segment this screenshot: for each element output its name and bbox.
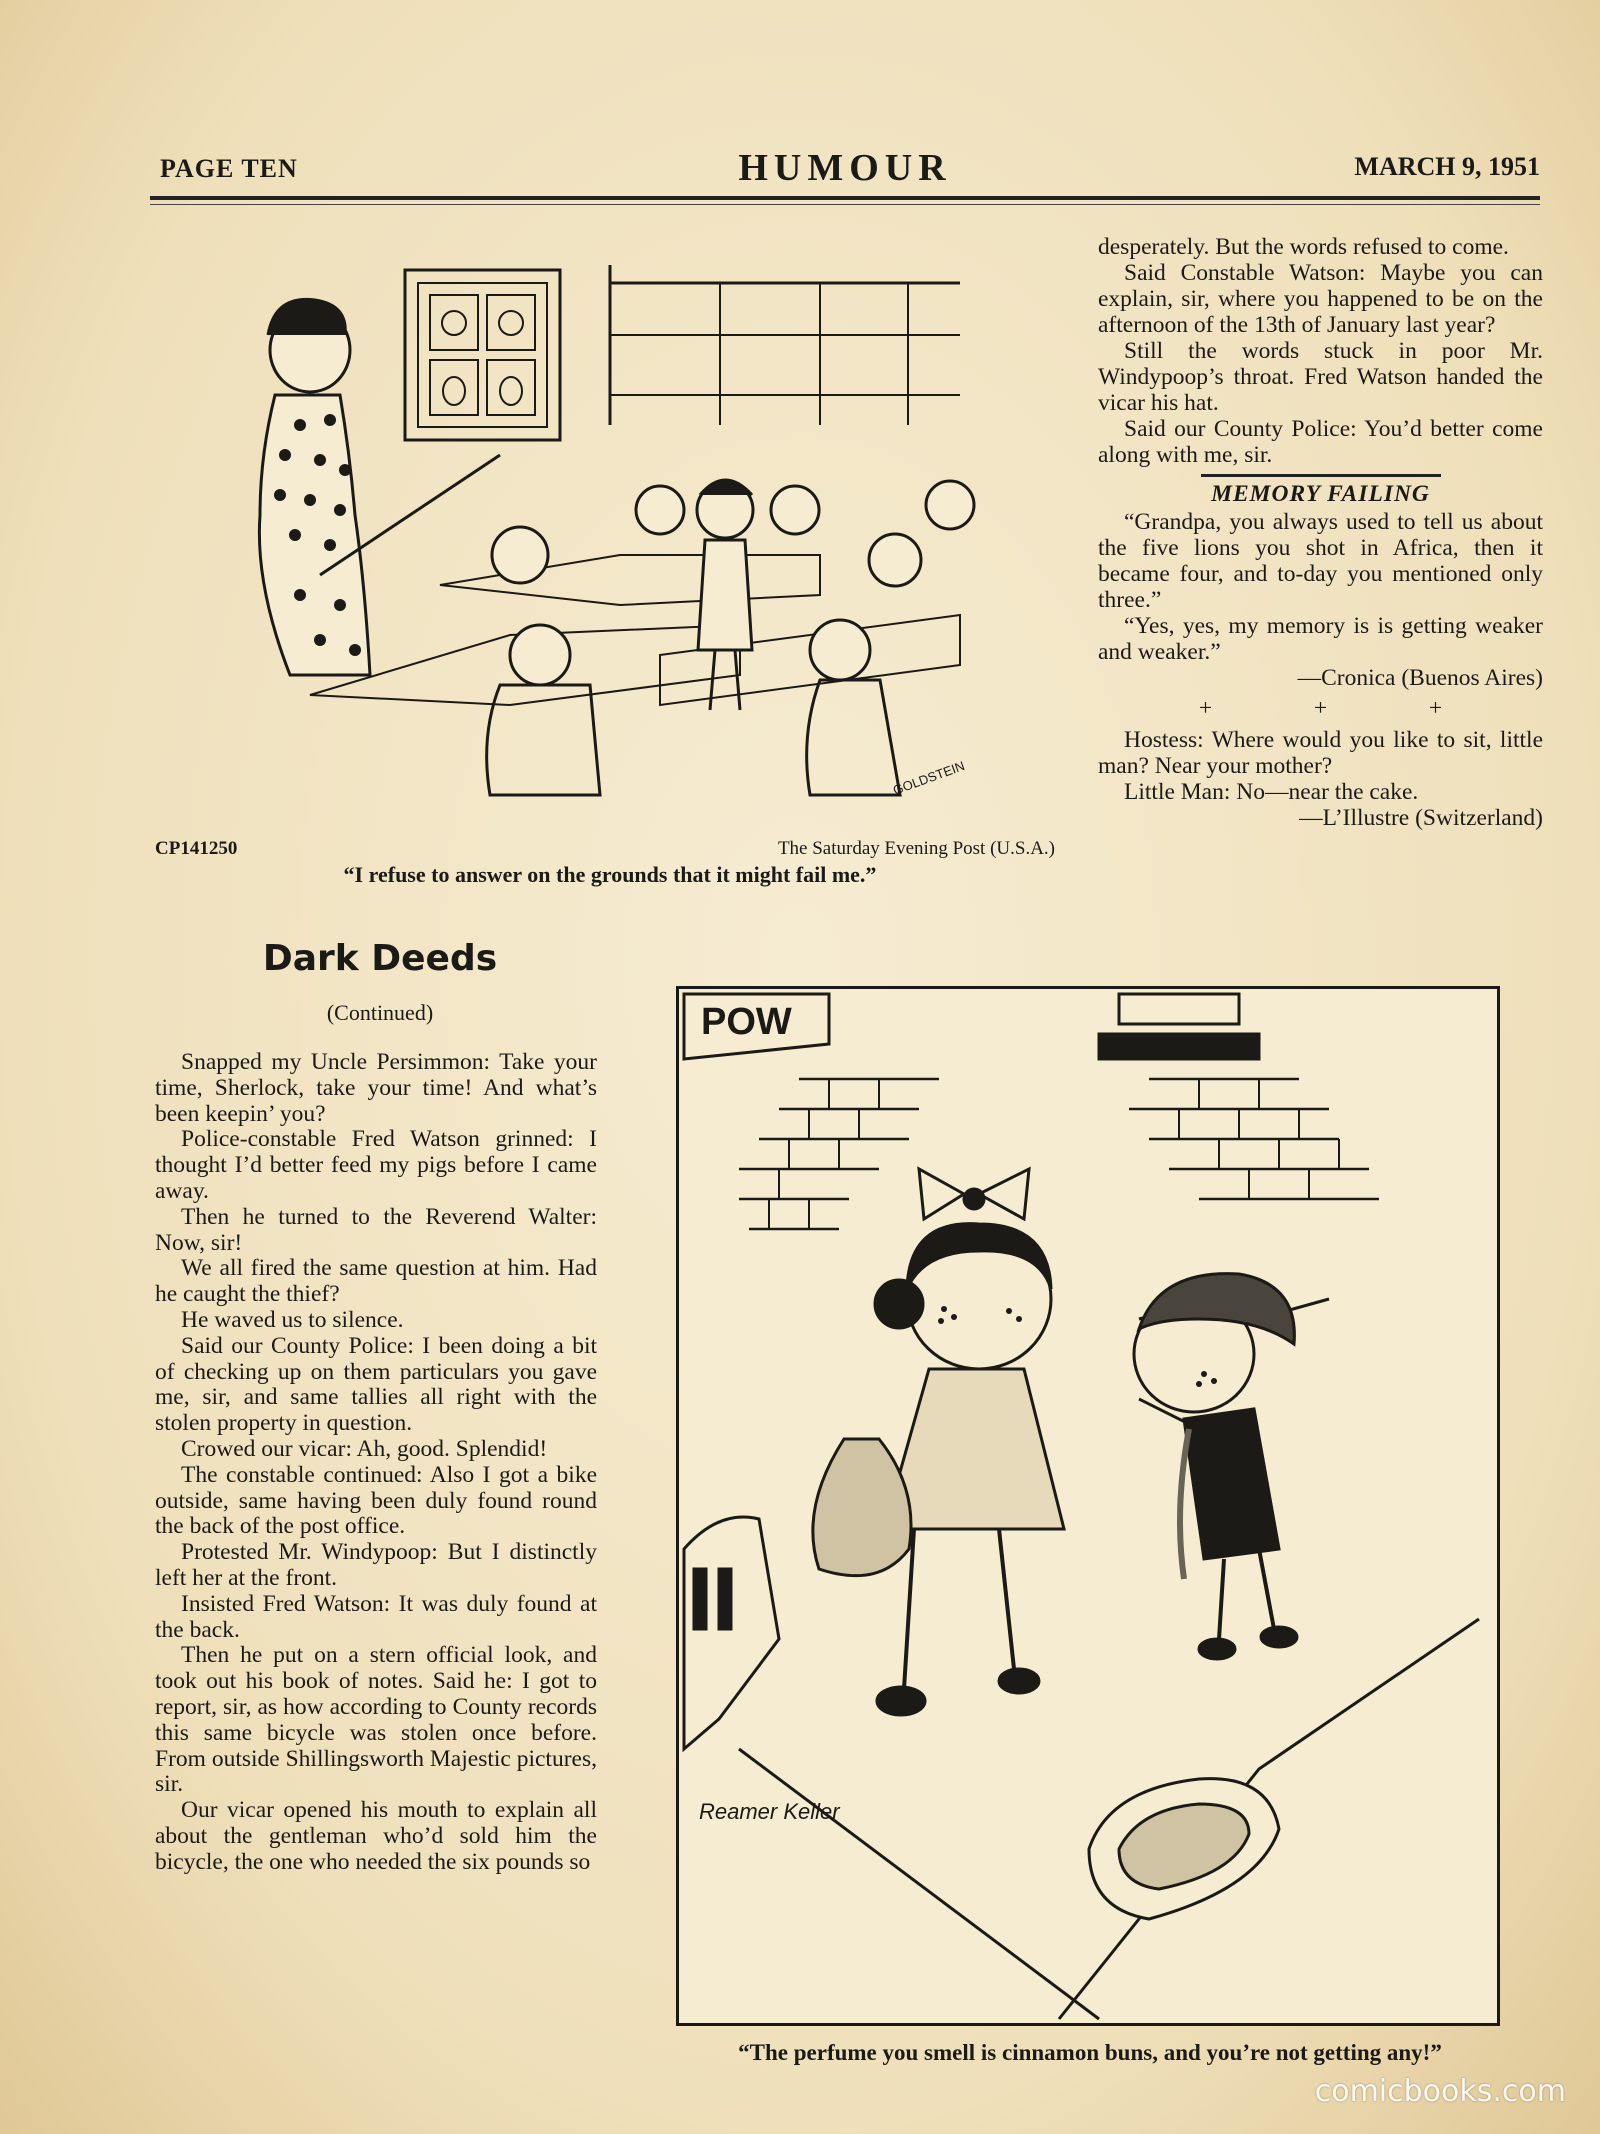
header-rule-thin xyxy=(150,204,1540,205)
street-cartoon xyxy=(679,989,1497,2023)
article-subtitle: (Continued) xyxy=(326,1000,434,1025)
separator-cross: + xyxy=(1428,695,1443,721)
issue-date: MARCH 9, 1951 xyxy=(1354,152,1540,181)
classroom-cartoon xyxy=(180,255,1010,820)
street-cartoon-frame xyxy=(676,986,1500,2026)
publication-title: HUMOUR xyxy=(738,147,952,189)
article-paragraph: Insisted Fred Watson: It was duly found at the back. xyxy=(155,1590,597,1643)
separator-crosses xyxy=(1098,695,1543,721)
hostess-paragraph: Little Man: No—near the cake. xyxy=(1124,779,1419,805)
article-paragraph: Police-constable Fred Watson grinned: I thought I’d better feed my pigs before I came away. xyxy=(155,1126,597,1204)
memory-credit: —Cronica (Buenos Aires) xyxy=(1297,665,1543,691)
article-paragraph: The constable continued: Also I got a bike outside, same having been duly found round the back of the post office. xyxy=(155,1461,597,1540)
cartoon1-caption: “I refuse to answer on the grounds that it might fail me.” xyxy=(343,862,877,887)
article-title: Dark Deeds xyxy=(262,938,498,979)
cartoon1-source: The Saturday Evening Post (U.S.A.) xyxy=(777,838,1055,859)
separator-cross: + xyxy=(1313,695,1328,721)
article-paragraph: Then he put on a stern official look, and took out his book of notes. Said he: I got to report, sir, as how according to County records this same bicycle was stolen once before. From outside Shillingsworth Majestic pictures, sir. xyxy=(155,1642,597,1798)
pow-sign-text: POW xyxy=(701,1001,792,1043)
right-paragraph: Said our County Police: You’d better come along with me, sir. xyxy=(1098,416,1543,468)
memory-failing-heading: MEMORY FAILING xyxy=(1211,481,1430,507)
article-paragraph: Protested Mr. Windypoop: But I distinctly left her at the front. xyxy=(155,1539,597,1591)
article-paragraph: We all fired the same question at him. Had he caught the thief? xyxy=(155,1255,597,1308)
article-paragraph: Crowed our vicar: Ah, good. Splendid! xyxy=(181,1435,548,1462)
right-column xyxy=(1098,234,1543,831)
right-paragraph: Still the words stuck in poor Mr. Windypoop’s throat. Fred Watson handed the vicar his hat. xyxy=(1098,338,1543,416)
right-paragraph: desperately. But the words refused to come. xyxy=(1098,234,1509,260)
cartoon2-signature: Reamer Keller xyxy=(699,1799,840,1824)
article-paragraph: Said our County Police: I been doing a bit of checking up on them particulars you gave me, sir, and same tallies all right with the stolen property in question. xyxy=(155,1332,597,1437)
page-number-label: PAGE TEN xyxy=(160,154,298,183)
hostess-credit: —L’Illustre (Switzerland) xyxy=(1299,805,1543,831)
article-body xyxy=(155,1050,597,1876)
article-paragraph: Our vicar opened his mouth to explain all about the gentleman who’d sold him the bicycle, the one who needed the six pounds so xyxy=(155,1797,597,1875)
cartoon2-caption: “The perfume you smell is cinnamon buns, and you’re not getting any!” xyxy=(738,2040,1442,2065)
header-rule xyxy=(150,196,1540,200)
article-paragraph: Snapped my Uncle Persimmon: Take your time, Sherlock, take your time! And what’s been keepin’ you? xyxy=(155,1049,597,1127)
cartoon1-signature: GOLDSTEIN xyxy=(890,758,967,798)
separator-cross: + xyxy=(1198,695,1213,721)
article-paragraph: Then he turned to the Reverend Walter: Now, sir! xyxy=(155,1203,597,1256)
memory-paragraph: “Grandpa, you always used to tell us about the five lions you shot in Africa, then it became four, and to-day you mentioned only three.” xyxy=(1098,509,1543,613)
hostess-paragraph: Hostess: Where would you like to sit, little man? Near your mother? xyxy=(1098,727,1543,779)
section-divider xyxy=(1201,474,1441,477)
cartoon1-code: CP141250 xyxy=(155,838,238,859)
watermark: comicbooks.com xyxy=(1314,2074,1566,2109)
article-paragraph: He waved us to silence. xyxy=(181,1306,404,1333)
right-paragraph: Said Constable Watson: Maybe you can explain, sir, where you happened to be on the afternoon of the 13th of January last year? xyxy=(1098,260,1543,338)
memory-paragraph: “Yes, yes, my memory is is getting weaker and weaker.” xyxy=(1098,613,1543,665)
